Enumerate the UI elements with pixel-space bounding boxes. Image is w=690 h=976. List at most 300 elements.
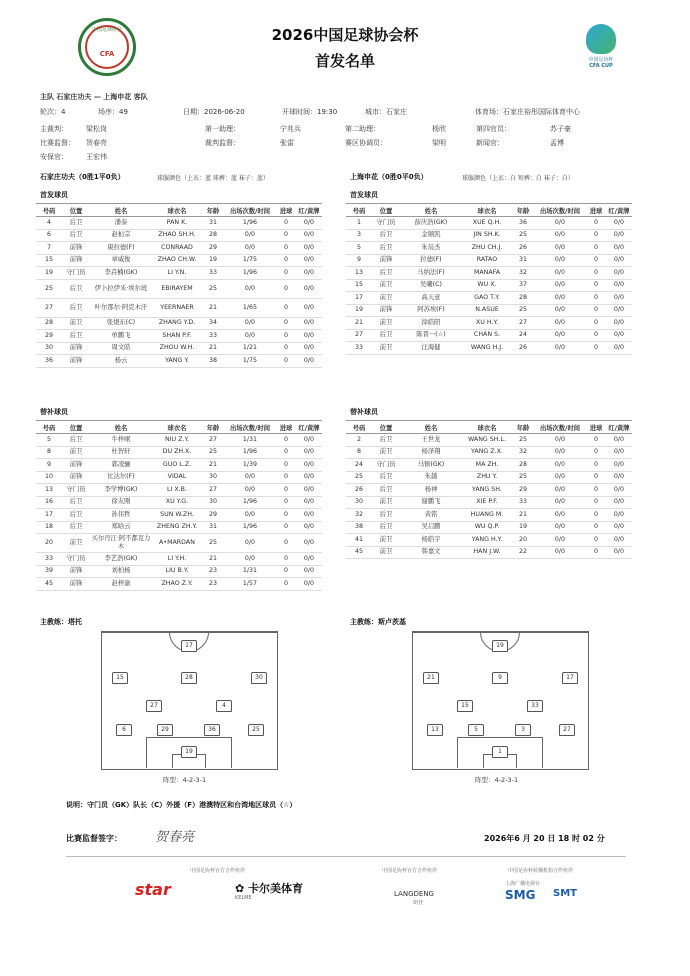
table-cell: 孙伟哲 bbox=[90, 509, 152, 522]
table-cell: 后卫 bbox=[372, 484, 400, 497]
table-cell: 15 bbox=[346, 279, 372, 292]
official-label: 赛区协调员： bbox=[345, 139, 387, 147]
table-cell: 0 bbox=[276, 496, 296, 509]
table-header: 年龄 bbox=[512, 204, 534, 217]
table-cell: 朱辰杰 bbox=[400, 242, 462, 255]
table-cell: 0/0 bbox=[224, 534, 276, 553]
table-cell: 21 bbox=[202, 342, 224, 355]
table-row bbox=[36, 534, 322, 553]
table-cell: 0/0 bbox=[296, 317, 322, 330]
table-cell: 金顺凯 bbox=[400, 229, 462, 242]
table-cell: 0/0 bbox=[606, 254, 632, 267]
table-cell: 后卫 bbox=[62, 217, 90, 230]
table-row bbox=[36, 509, 322, 522]
table-cell: DU ZH.X. bbox=[152, 446, 202, 459]
table-cell: SHAN P.F. bbox=[152, 330, 202, 343]
official-value: 梁明 bbox=[432, 139, 446, 147]
official-label: 裁判监督： bbox=[205, 139, 240, 147]
table-cell: 郑晗云 bbox=[90, 521, 152, 534]
table-cell: 后卫 bbox=[62, 434, 90, 447]
table-cell: 22 bbox=[512, 546, 534, 559]
table-cell: 19 bbox=[36, 267, 62, 280]
table-cell: 0 bbox=[586, 342, 606, 355]
signature: 贺春亮 bbox=[155, 830, 195, 845]
table-cell: 31 bbox=[512, 254, 534, 267]
table-cell: 23 bbox=[202, 578, 224, 591]
table-row bbox=[346, 521, 632, 534]
table-header: 红/黄牌 bbox=[296, 421, 322, 434]
table-cell: 21 bbox=[202, 459, 224, 472]
table-cell: ZHAO CH.W. bbox=[152, 254, 202, 267]
table-cell: 0 bbox=[586, 509, 606, 522]
table-row bbox=[346, 484, 632, 497]
table-header: 进球 bbox=[586, 421, 606, 434]
table-row bbox=[36, 434, 322, 447]
table-cell: RATAO bbox=[462, 254, 512, 267]
table-cell: 0 bbox=[276, 217, 296, 230]
table-cell: 0/0 bbox=[296, 578, 322, 591]
home-formation: 阵型：4-2-3-1 bbox=[163, 776, 207, 784]
home-starting-label: 首发球员 bbox=[40, 191, 68, 199]
table-cell: 守门员 bbox=[62, 484, 90, 497]
table-row bbox=[36, 355, 322, 368]
footer-divider bbox=[66, 856, 626, 857]
table-cell: ZHENG ZH.Y. bbox=[152, 521, 202, 534]
table-cell: WANG H.J. bbox=[462, 342, 512, 355]
table-cell: 25 bbox=[202, 279, 224, 298]
signature-label: 比赛监督签字： bbox=[66, 834, 122, 843]
table-cell: 0/0 bbox=[606, 471, 632, 484]
table-cell: 23 bbox=[202, 565, 224, 578]
table-cell: 36 bbox=[36, 355, 62, 368]
table-cell: 黄铭 bbox=[400, 509, 462, 522]
table-cell: 29 bbox=[36, 330, 62, 343]
table-cell: 0/0 bbox=[534, 521, 586, 534]
table-cell: 后卫 bbox=[372, 509, 400, 522]
table-cell: 王世龙 bbox=[400, 434, 462, 447]
table-cell: 0 bbox=[586, 534, 606, 547]
table-cell: 李艺浩(GK) bbox=[90, 553, 152, 566]
table-cell: 1/96 bbox=[224, 267, 276, 280]
table-cell: 30 bbox=[202, 496, 224, 509]
table-cell: 4 bbox=[36, 217, 62, 230]
table-cell: 1 bbox=[346, 217, 372, 230]
table-header: 位置 bbox=[372, 204, 400, 217]
langdeng-logo: LANGDENG bbox=[394, 890, 434, 898]
table-header: 位置 bbox=[62, 421, 90, 434]
table-cell: 前卫 bbox=[62, 534, 90, 553]
away-team-result: 上海申花（0胜0平0负） bbox=[350, 173, 428, 181]
table-cell: 37 bbox=[512, 279, 534, 292]
table-cell: 0 bbox=[586, 317, 606, 330]
table-cell: 24 bbox=[512, 329, 534, 342]
table-cell: 27 bbox=[202, 434, 224, 447]
table-row bbox=[346, 471, 632, 484]
table-cell: 17 bbox=[36, 509, 62, 522]
table-cell: 1/31 bbox=[224, 434, 276, 447]
table-cell: 前锋 bbox=[62, 342, 90, 355]
table-cell: 0/0 bbox=[606, 521, 632, 534]
table-cell: 36 bbox=[512, 217, 534, 230]
table-header: 号码 bbox=[36, 421, 62, 434]
table-cell: 0 bbox=[586, 254, 606, 267]
table-cell: 20 bbox=[36, 534, 62, 553]
table-header: 出场次数/时间 bbox=[534, 204, 586, 217]
table-cell: 比达尔(F) bbox=[90, 471, 152, 484]
table-cell: 0/0 bbox=[296, 553, 322, 566]
table-cell: 0/0 bbox=[296, 459, 322, 472]
home-starting-table-wrap bbox=[36, 203, 322, 368]
table-cell: 韩嘉文 bbox=[400, 546, 462, 559]
table-cell: 前卫 bbox=[372, 292, 400, 305]
official-value: 杨欣 bbox=[432, 125, 446, 133]
table-cell: 26 bbox=[512, 242, 534, 255]
table-cell: 0 bbox=[276, 534, 296, 553]
table-cell: 0/0 bbox=[296, 434, 322, 447]
pitch-player-shirt: 6 bbox=[116, 724, 132, 736]
table-cell: 前卫 bbox=[372, 317, 400, 330]
table-cell: 前卫 bbox=[372, 496, 400, 509]
home-kit: 球服颜色（上衣：蓝 球裤：蓝 袜子：蓝） bbox=[157, 175, 269, 182]
table-header: 年龄 bbox=[202, 421, 224, 434]
table-cell: 守门员 bbox=[372, 459, 400, 472]
away-subs-table-wrap bbox=[346, 420, 632, 559]
pitch-player-shirt: 15 bbox=[457, 700, 473, 712]
table-cell: 杨皓宇 bbox=[400, 534, 462, 547]
table-cell: 拉德(F) bbox=[400, 254, 462, 267]
table-cell: 0 bbox=[586, 242, 606, 255]
table-cell: EBIRAYEM bbox=[152, 279, 202, 298]
table-cell: 杜智轩 bbox=[90, 446, 152, 459]
table-cell: 29 bbox=[512, 484, 534, 497]
table-cell: ZHAO SH.H. bbox=[152, 229, 202, 242]
table-cell: 吴曦(C) bbox=[400, 279, 462, 292]
table-cell: MANAFA bbox=[462, 267, 512, 280]
table-cell: 0 bbox=[276, 279, 296, 298]
pitch-player-shirt: 30 bbox=[251, 672, 267, 684]
sponsor3-caption: 中国足协杯官方合作伙伴 bbox=[382, 868, 438, 874]
official-value: 宁兆兵 bbox=[280, 125, 301, 133]
table-cell: 38 bbox=[202, 355, 224, 368]
away-formation: 阵型：4-2-3-1 bbox=[475, 776, 519, 784]
table-cell: 15 bbox=[36, 254, 62, 267]
table-cell: 29 bbox=[202, 509, 224, 522]
table-cell: 0/0 bbox=[296, 509, 322, 522]
table-cell: 0/0 bbox=[534, 317, 586, 330]
table-cell: XIE P.F. bbox=[462, 496, 512, 509]
cfa-logo: 中国足球协会 CFA bbox=[78, 18, 136, 76]
table-cell: 后卫 bbox=[62, 509, 90, 522]
table-cell: 1/65 bbox=[224, 298, 276, 317]
langdeng-sub: 朗登 bbox=[413, 900, 424, 906]
pitch-player-shirt: 36 bbox=[204, 724, 220, 736]
table-cell: 0 bbox=[276, 355, 296, 368]
venue-info: 体育场：石家庄裕彤国际体育中心 bbox=[475, 108, 580, 116]
table-cell: 高天意 bbox=[400, 292, 462, 305]
table-cell: 0/0 bbox=[296, 484, 322, 497]
table-cell: 0 bbox=[586, 434, 606, 447]
table-cell: 后卫 bbox=[372, 329, 400, 342]
table-header: 姓名 bbox=[90, 421, 152, 434]
smg-logo: SMG bbox=[505, 888, 536, 902]
table-cell: 前锋 bbox=[62, 254, 90, 267]
table-cell: 0/0 bbox=[224, 279, 276, 298]
table-cell: YANG SH. bbox=[462, 484, 512, 497]
table-cell: 吴启鹏 bbox=[400, 521, 462, 534]
table-cell: 前锋 bbox=[62, 471, 90, 484]
table-cell: 0/0 bbox=[534, 471, 586, 484]
table-cell: 13 bbox=[346, 267, 372, 280]
table-cell: 0/0 bbox=[224, 242, 276, 255]
table-cell: 前卫 bbox=[372, 342, 400, 355]
table-row bbox=[346, 546, 632, 559]
table-cell: 0 bbox=[276, 267, 296, 280]
table-cell: 前锋 bbox=[372, 304, 400, 317]
table-cell: 0 bbox=[276, 434, 296, 447]
pitch-player-shirt: 17 bbox=[562, 672, 578, 684]
table-cell: 25 bbox=[202, 534, 224, 553]
table-cell: 2 bbox=[346, 434, 372, 447]
official-label: 主裁判： bbox=[40, 125, 68, 133]
table-cell: 30 bbox=[346, 496, 372, 509]
pitch-player-shirt: 1 bbox=[492, 746, 508, 758]
table-cell: 21 bbox=[346, 317, 372, 330]
table-cell: 9 bbox=[36, 459, 62, 472]
table-cell: 33 bbox=[36, 553, 62, 566]
table-row bbox=[346, 434, 632, 447]
page-title: 2026中国足球协会杯 bbox=[271, 26, 419, 44]
pitch-player-shirt: 5 bbox=[468, 724, 484, 736]
table-header: 姓名 bbox=[400, 204, 462, 217]
table-row bbox=[346, 496, 632, 509]
table-cell: 0/0 bbox=[224, 509, 276, 522]
table-cell: 前卫 bbox=[62, 446, 90, 459]
table-cell: CONRAAD bbox=[152, 242, 202, 255]
table-cell: 0/0 bbox=[534, 304, 586, 317]
table-cell: 1/39 bbox=[224, 459, 276, 472]
table-cell: 0/0 bbox=[534, 329, 586, 342]
table-cell: 0/0 bbox=[606, 317, 632, 330]
kelme-sub: KELME bbox=[235, 895, 252, 901]
table-cell: 0/0 bbox=[606, 279, 632, 292]
table-cell: 前锋 bbox=[62, 355, 90, 368]
table-header: 姓名 bbox=[400, 421, 462, 434]
table-cell: LI X.B. bbox=[152, 484, 202, 497]
pitch-player-shirt: 9 bbox=[492, 672, 508, 684]
official-label: 安保官： bbox=[40, 153, 68, 161]
table-cell: YANG Y. bbox=[152, 355, 202, 368]
table-cell: 25 bbox=[512, 434, 534, 447]
table-cell: 1/96 bbox=[224, 496, 276, 509]
table-cell: 0 bbox=[276, 578, 296, 591]
table-row bbox=[346, 317, 632, 330]
table-cell: 9 bbox=[346, 254, 372, 267]
table-cell: WANG SH.L. bbox=[462, 434, 512, 447]
table-cell: ZHANG Y.D. bbox=[152, 317, 202, 330]
pitch-player-shirt: 29 bbox=[157, 724, 173, 736]
table-header: 年龄 bbox=[202, 204, 224, 217]
table-row bbox=[36, 521, 322, 534]
smg-sub: 上海广播电视台 bbox=[505, 881, 541, 887]
table-cell: 0/0 bbox=[296, 279, 322, 298]
table-cell: 1/21 bbox=[224, 342, 276, 355]
table-cell: 徐友刚 bbox=[90, 496, 152, 509]
table-cell: 0 bbox=[276, 471, 296, 484]
table-cell: 后卫 bbox=[372, 267, 400, 280]
table-cell: 25 bbox=[512, 471, 534, 484]
table-cell: 0/0 bbox=[606, 434, 632, 447]
pitch-player-shirt: 15 bbox=[112, 672, 128, 684]
table-cell: 1/31 bbox=[224, 565, 276, 578]
table-cell: 33 bbox=[202, 267, 224, 280]
away-coach: 主教练：斯卢茨基 bbox=[350, 618, 406, 626]
table-cell: HAN J.W. bbox=[462, 546, 512, 559]
table-cell: 0/0 bbox=[606, 459, 632, 472]
table-cell: 25 bbox=[346, 471, 372, 484]
table-row bbox=[346, 229, 632, 242]
table-cell: 0/0 bbox=[534, 229, 586, 242]
pitch-player-shirt: 27 bbox=[146, 700, 162, 712]
table-cell: 0 bbox=[586, 267, 606, 280]
away-starting-table bbox=[346, 203, 632, 355]
table-cell: 0/0 bbox=[534, 292, 586, 305]
official-value: 孟博 bbox=[550, 139, 564, 147]
table-cell: 25 bbox=[202, 446, 224, 459]
table-cell: 0/0 bbox=[534, 217, 586, 230]
table-cell: 30 bbox=[36, 342, 62, 355]
home-coach: 主教练：塔托 bbox=[40, 618, 82, 626]
table-header: 年龄 bbox=[512, 421, 534, 434]
table-cell: 27 bbox=[512, 317, 534, 330]
table-cell: 8 bbox=[36, 446, 62, 459]
table-cell: 0 bbox=[276, 509, 296, 522]
table-row bbox=[346, 279, 632, 292]
home-pitch bbox=[101, 631, 278, 770]
table-cell: 0/0 bbox=[296, 521, 322, 534]
table-cell: 25 bbox=[512, 229, 534, 242]
home-starting-table bbox=[36, 203, 322, 368]
table-cell: 后卫 bbox=[372, 229, 400, 242]
table-cell: 后卫 bbox=[62, 496, 90, 509]
table-cell: 32 bbox=[512, 267, 534, 280]
table-cell: 28 bbox=[512, 292, 534, 305]
pitch-player-shirt: 19 bbox=[181, 746, 197, 758]
table-cell: 27 bbox=[202, 484, 224, 497]
table-cell: XU H.Y. bbox=[462, 317, 512, 330]
table-cell: 0 bbox=[586, 496, 606, 509]
table-cell: 后卫 bbox=[62, 229, 90, 242]
official-value: 贺春亮 bbox=[86, 139, 107, 147]
table-cell: 6 bbox=[36, 229, 62, 242]
official-label: 第二助理： bbox=[345, 125, 380, 133]
table-cell: 0 bbox=[586, 279, 606, 292]
table-cell: 朱越 bbox=[400, 471, 462, 484]
table-row bbox=[36, 578, 322, 591]
table-cell: N.ASUE bbox=[462, 304, 512, 317]
table-cell: 0/0 bbox=[606, 509, 632, 522]
table-header: 姓名 bbox=[90, 204, 152, 217]
pitch-player-shirt: 3 bbox=[515, 724, 531, 736]
table-row bbox=[346, 217, 632, 230]
table-cell: PAN K. bbox=[152, 217, 202, 230]
table-cell: 0/0 bbox=[534, 484, 586, 497]
table-cell: 28 bbox=[36, 317, 62, 330]
table-cell: 单鹏飞 bbox=[90, 330, 152, 343]
table-cell: 25 bbox=[36, 279, 62, 298]
table-cell: XUE Q.H. bbox=[462, 217, 512, 230]
table-row bbox=[36, 496, 322, 509]
away-starting-table-wrap bbox=[346, 203, 632, 355]
table-cell: 0/0 bbox=[296, 298, 322, 317]
table-cell: 前锋 bbox=[62, 242, 90, 255]
table-cell: 7 bbox=[36, 242, 62, 255]
table-cell: 叶尔那尔·阿克木汗 bbox=[90, 298, 152, 317]
pitch-player-shirt: 17 bbox=[181, 640, 197, 652]
table-cell: 0/0 bbox=[606, 496, 632, 509]
table-header: 球衣名 bbox=[152, 421, 202, 434]
table-cell: ZHOU W.H. bbox=[152, 342, 202, 355]
table-cell: 45 bbox=[346, 546, 372, 559]
teams-line: 主队 石家庄功夫 — 上海申花 客队 bbox=[40, 93, 148, 101]
table-cell: 0 bbox=[276, 330, 296, 343]
table-header: 球衣名 bbox=[462, 204, 512, 217]
table-cell: 0/0 bbox=[606, 484, 632, 497]
table-cell: 0/0 bbox=[606, 342, 632, 355]
kelme-logo: ✿ 卡尔美体育 bbox=[235, 882, 304, 895]
table-cell: 徐皓阳 bbox=[400, 317, 462, 330]
table-cell: 0/0 bbox=[296, 242, 322, 255]
table-cell: ZHU CH.J. bbox=[462, 242, 512, 255]
table-cell: 前卫 bbox=[62, 317, 90, 330]
away-subs-label: 替补球员 bbox=[350, 408, 378, 416]
table-cell: 0 bbox=[276, 254, 296, 267]
table-cell: 1/75 bbox=[224, 355, 276, 368]
table-cell: 39 bbox=[36, 565, 62, 578]
table-cell: 0/0 bbox=[534, 459, 586, 472]
table-cell: 17 bbox=[346, 292, 372, 305]
table-cell: 0/0 bbox=[534, 496, 586, 509]
table-row bbox=[36, 298, 322, 317]
table-cell: 薛庆浩(GK) bbox=[400, 217, 462, 230]
table-cell: 5 bbox=[346, 242, 372, 255]
table-row bbox=[36, 459, 322, 472]
table-row bbox=[36, 446, 322, 459]
table-cell: 0/0 bbox=[606, 546, 632, 559]
table-cell: 0/0 bbox=[534, 446, 586, 459]
table-cell: 0/0 bbox=[606, 292, 632, 305]
table-header: 出场次数/时间 bbox=[534, 421, 586, 434]
table-cell: 0 bbox=[586, 521, 606, 534]
table-cell: 0/0 bbox=[296, 330, 322, 343]
pitch-player-shirt: 4 bbox=[216, 700, 232, 712]
table-header: 位置 bbox=[62, 204, 90, 217]
table-cell: 前卫 bbox=[372, 546, 400, 559]
pitch-player-shirt: 33 bbox=[527, 700, 543, 712]
table-cell: 后卫 bbox=[62, 330, 90, 343]
table-cell: 25 bbox=[512, 304, 534, 317]
table-cell: 0/0 bbox=[534, 242, 586, 255]
table-cell: 0 bbox=[276, 342, 296, 355]
table-cell: CHAN S. bbox=[462, 329, 512, 342]
table-cell: 周文皓 bbox=[90, 342, 152, 355]
table-cell: 0/0 bbox=[606, 267, 632, 280]
table-cell: 19 bbox=[512, 521, 534, 534]
table-header: 红/黄牌 bbox=[606, 421, 632, 434]
sponsor4-caption: 中国足协杯转播机构合作伙伴 bbox=[508, 868, 574, 874]
table-cell: 24 bbox=[346, 459, 372, 472]
table-cell: XU Y.G. bbox=[152, 496, 202, 509]
table-header: 进球 bbox=[586, 204, 606, 217]
